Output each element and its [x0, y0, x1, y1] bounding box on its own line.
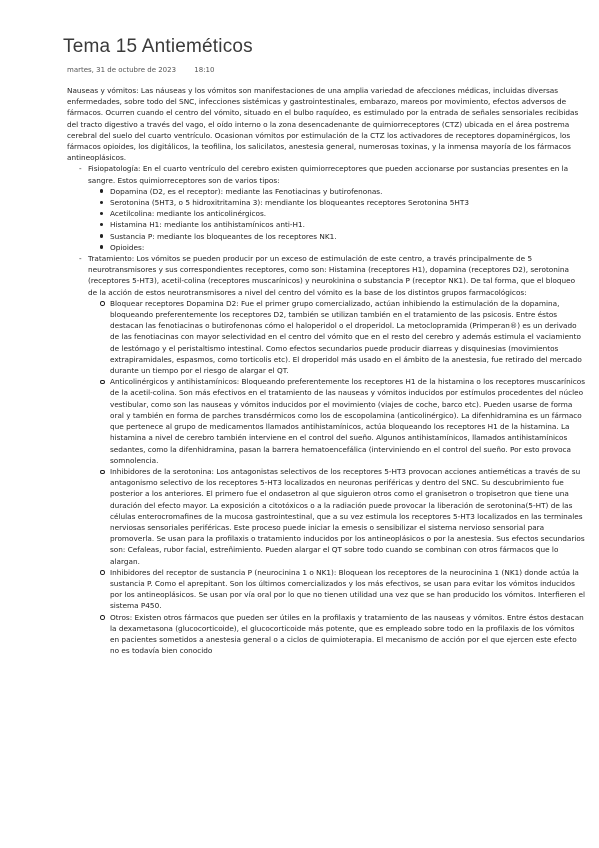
list-item: Dopamina (D2, es el receptor): mediante las Fenotiacinas y butirofenonas.: [88, 186, 585, 197]
list-item: Serotonina (5HT3, o 5 hidroxitritamina 3): mendiante los bloqueantes receptores Serotonina 5HT3: [88, 197, 585, 208]
list-item-tratamiento: [67, 253, 585, 656]
list-item: Bloquear receptores Dopamina D2: Fue el primer grupo comercializado, actúan inhibiendo la estimulación de la dopamina, bloqueando preferentemente los receptores D2, también se utilizan también en el tratamiento de las psicosis. Entre éstos destacan las fenotiacinas o butirofenonas cómo el haloperidol o el droperidol. La metoclopramida (Primperan®) es un derivado de las fenotiacinas con mayor selectividad en el centro del vómito que en el resto del cerebro y además estimula el vaciamiento de lestómago y el peristaltismo intestinal. Como efectos secundarios puede producir diarreas y disquinesias (movimientos extrapiramidales, espasmos, como torticolis etc). El droperidol más usado en el ámbito de la anestesia, fue retirado del mercado durante un tiempo por el riesgo de alargar el QT.: [88, 298, 585, 376]
main-list: [67, 163, 585, 656]
list-item: Otros: Existen otros fármacos que pueden ser útiles en la profilaxis y tratamiento de las nauseas y vómitos. Entre éstos destacan la dexametasona (glucocorticoide), el glucocorticoide más potente, que es empleado sobre todo en la profilaxis de los vómitos en pacientes sometidos a anestesia general o a ciclos de quimioterapia. El mecanismo de acción por el que ejercen este efecto no es todavía bien conocido: [88, 612, 585, 657]
note-date: martes, 31 de octubre de 2023: [67, 66, 177, 74]
note-body[interactable]: [67, 85, 585, 656]
fisiopatologia-text: Fisiopatología: En el cuarto ventrículo del cerebro existen quimiorreceptores que pueden accionarse por sustancias presentes en la sangre. Estos quimiorreceptores son de varios tipos:: [88, 164, 569, 185]
list-item: Histamina H1: mediante los antihistamínicos anti-H1.: [88, 219, 585, 230]
intro-paragraph: Nauseas y vómitos: Las náuseas y los vómitos son manifestaciones de una amplia variedad de afecciones médicas, incluidas diversas enfermedades, sobre todo del SNC, infecciones sistémicas y gastrointestinales, embarazo, mareos por movimiento, efectos adversos de fármacos. Ocurren cuando el centro del vómito, situado en el bulbo raquídeo, es estimulado por la entrada de señales sensoriales recibidas del tracto digestivo a través del vago, el oído interno o la zona desencadenante de quimiorreceptores (CTZ) ubicada en el área postrema cerebral del suelo del cuarto ventrículo. Ocasionan vómitos por estimulación de la CTZ los activadores de receptores dopaminérgicos, los fármacos opioides, los digitálicos, la teofilina, los salicilatos, anestesia general, numerosas toxinas, y la inmensa mayoría de los fármacos antineoplásicos.: [67, 86, 579, 163]
note-time: 18:10: [194, 66, 215, 74]
list-item: Opioides:: [88, 242, 585, 253]
note-dateline: [67, 66, 214, 74]
list-item: Inhibidores de la serotonina: Los antagonistas selectivos de los receptores 5-HT3 provocan acciones antieméticas a través de su antagonismo selectivo de los receptores 5-HT3 localizados en neuronas periféricas y dentro del SNC. Su descubrimiento fue posterior a los anteriores. El primero fue el ondasetron al que siguieron otros como el granisetron o tropisetron que tiene una duración del efecto mayor. La exposición a citotóxicos o a la radiación puede provocar la liberación de serotonina(5-HT) de las células enterocromafines de la mucosa gastrointestinal, que a su vez estimula los receptores 5-HT3 localizados en las terminales nerviosas sensoriales periféricas. Este proceso puede iniciar la emesis o sensibilizar el sistema nervioso sensorial para promoverla. Se usan para la profilaxis o tratamiento inducidos por los antineoplásicos o por la anestesia. Sus efectos secundarios son: Cefaleas, rubor facial, estreñimiento. Pueden alargar el QT sobre todo cuando se combinan con otros fármacos que lo alargan.: [88, 466, 585, 567]
list-item: Inhibidores del receptor de sustancia P (neurocinina 1 o NK1): Bloquean los receptores de la neurocinina 1 (NK1) donde actúa la sustancia P. Como el aprepitant. Son los últimos comercializados y los más efectivos, se usan para evitar los vómitos inducidos por los antineoplásicos. Se usan por vía oral por lo que no tienen utilidad una vez que se han producido los vómitos. Interfieren el sistema P450.: [88, 567, 585, 612]
page-title: Tema 15 Antieméticos: [63, 36, 253, 57]
receptor-list: [88, 186, 585, 253]
list-item: Anticolinérgicos y antihistamínicos: Bloqueando preferentemente los receptores H1 de la histamina o los receptores muscarínicos de la acetil-colina. Son más efectivos en el tratamiento de las nauseas y vómitos inducidos por estímulos procedentes del núcleo vestibular, como son las nauseas y vómitos inducidos por el movimiento (viajes de coche, barco etc). Pueden usarse de forma oral y también en forma de parches transdérmicos como los de escopolamina (anticolinérgico). La difenhidramina es un fármaco que pertenece al grupo de medicamentos llamados antihistamínicos, actúa bloqueando los receptores H1 de la histamina. La histamina a nivel de cerebro también interviene en el control del sueño. Algunos antihistamínicos, llamados antihistamínicos sedantes, como la difenhidramina, pasan la barrera hematoencefálica (interviniendo en el control del sueño. Por esto provoca somnolencia.: [88, 376, 585, 466]
tratamiento-text: Tratamiento: Los vómitos se pueden producir por un exceso de estimulación de este centro, a través principalmente de 5 neurotransmisores y sus correspondientes receptores, como son: Histamina (receptores H1), dopamina (receptores D2), serotonina (receptores 5-HT3), acetil-colina (receptores muscarínicos) y neurokinina o substancia P (receptor NK1). De tal forma, que el bloqueo de la acción de estos neurotransmisores a nivel del centro del vómito es la base de los distintos grupos farmacológicos:: [88, 254, 576, 297]
drug-group-list: [88, 298, 585, 657]
list-item-fisiopatologia: [67, 163, 585, 253]
list-item: Acetilcolina: mediante los anticolinérgicos.: [88, 208, 585, 219]
list-item: Sustancia P: mediante los bloqueantes de los receptores NK1.: [88, 231, 585, 242]
